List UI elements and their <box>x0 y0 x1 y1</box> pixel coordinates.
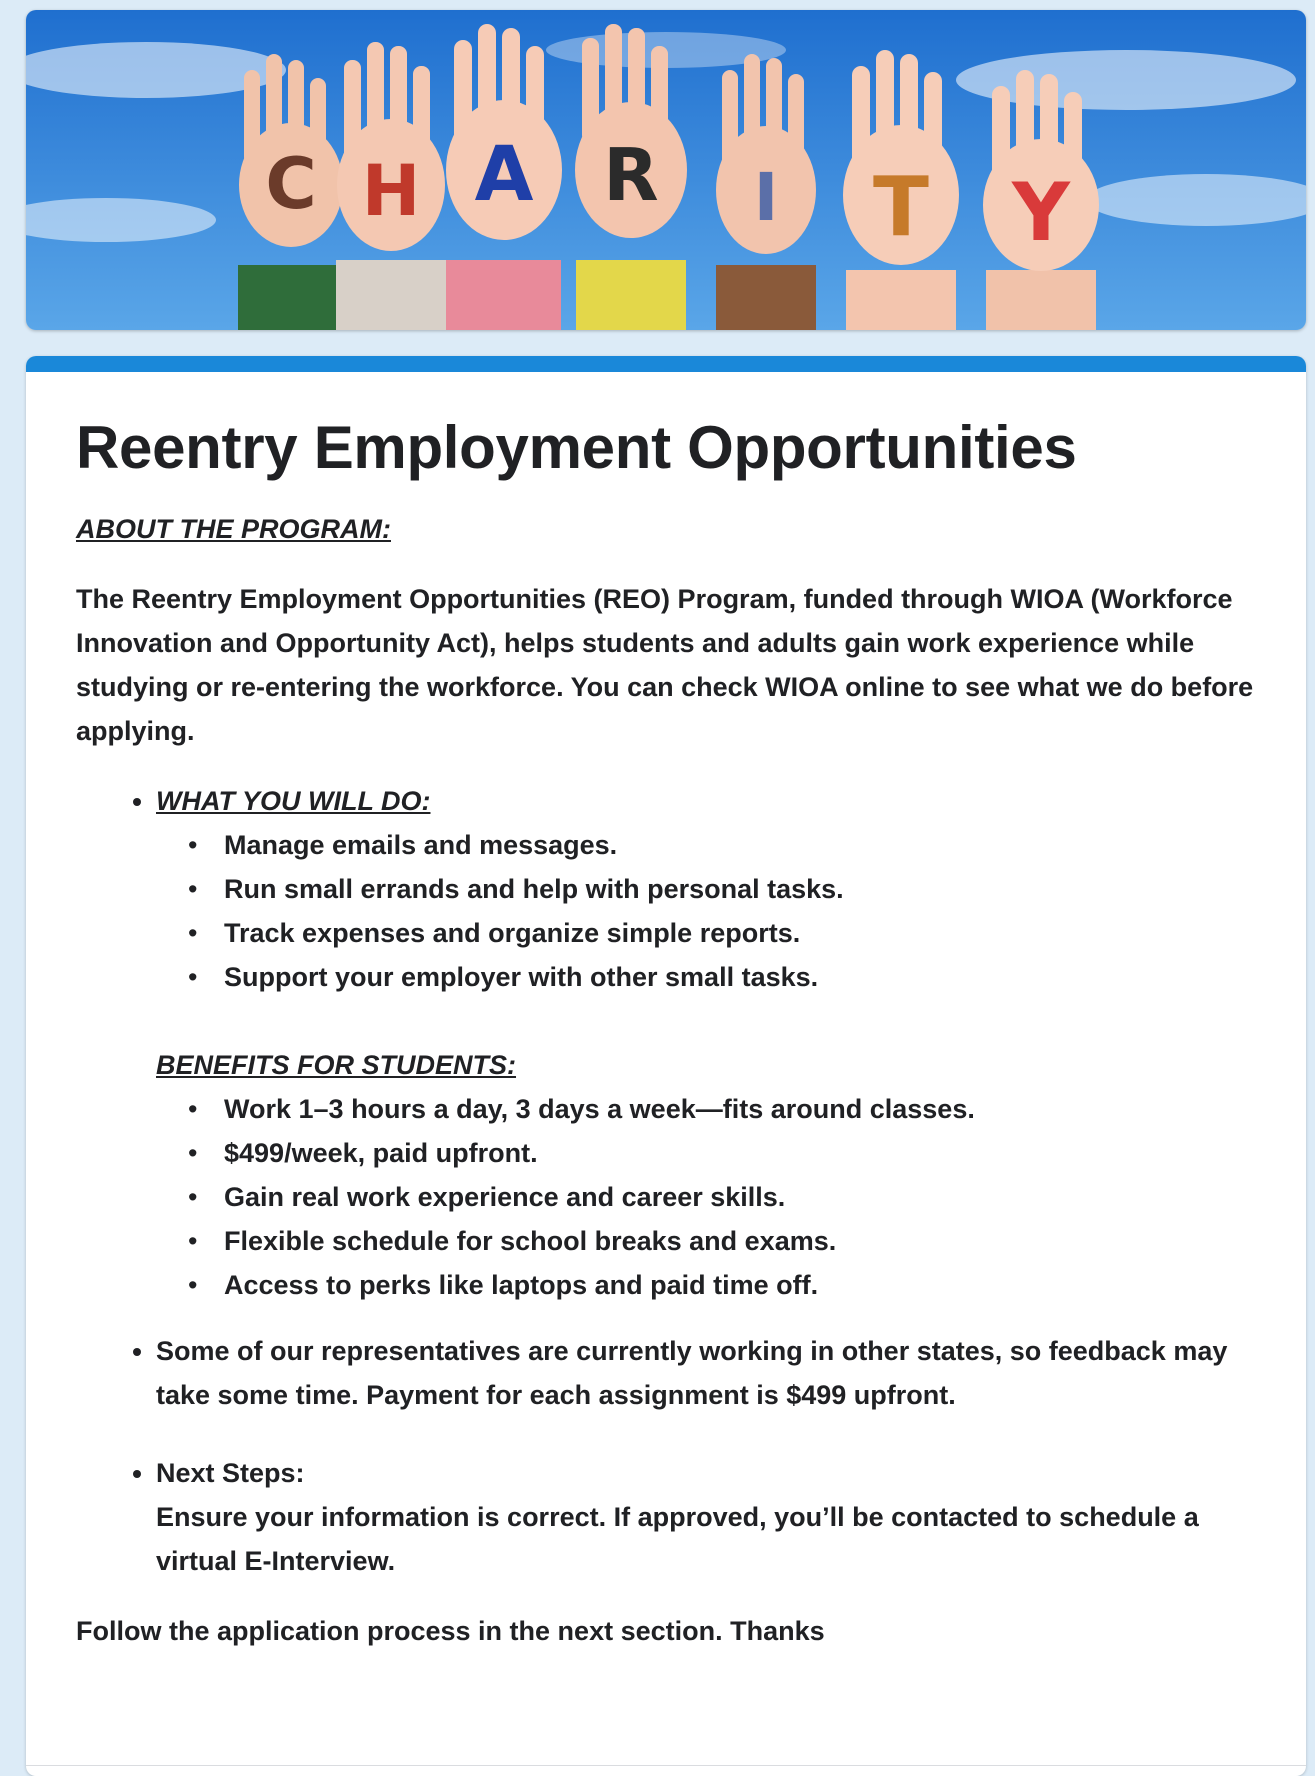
card-divider <box>26 1765 1306 1766</box>
list-item: • Work 1–3 hours a day, 3 days a week—fits around classes. <box>224 1087 1256 1131</box>
form-header-card <box>26 356 1306 1776</box>
program-intro: The Reentry Employment Opportunities (REO) Program, funded through WIOA (Workforce Innovation and Opportunity Act), helps students and adults gain work experience while studying or re-entering the workforce. You can check WIOA online to see what we do before applying. <box>76 584 1254 746</box>
benefits-heading: BENEFITS FOR STUDENTS: <box>156 1050 517 1080</box>
list-item: • Track expenses and organize simple reports. <box>224 911 1256 955</box>
next-steps-text: Ensure your information is correct. If approved, you’ll be contacted to schedule a virtual E-Interview. <box>156 1502 1199 1576</box>
svg-text:A: A <box>474 129 534 218</box>
hand-t <box>843 50 959 330</box>
list-item: • $499/week, paid upfront. <box>224 1131 1256 1175</box>
representatives-note: • Some of our representatives are currently working in other states, so feedback may take some time. Payment for each assignment is $499 upfront. <box>156 1329 1256 1417</box>
what-heading: WHAT YOU WILL DO: <box>156 786 431 816</box>
list-item: • Manage emails and messages. <box>224 823 1256 867</box>
closing-text: Follow the application process in the next section. Thanks <box>76 1616 825 1646</box>
what-you-will-do-section <box>156 779 1256 1307</box>
charity-hands-image <box>26 10 1306 330</box>
hand-h <box>336 42 446 330</box>
program-details-list <box>76 779 1256 1583</box>
list-item: • Support your employer with other small tasks. <box>224 955 1256 999</box>
svg-text:R: R <box>603 133 659 217</box>
next-steps-section <box>156 1451 1256 1583</box>
about-heading-text: ABOUT THE PROGRAM: <box>76 514 391 544</box>
list-item: • Run small errands and help with personal tasks. <box>224 867 1256 911</box>
hand-i <box>716 54 816 330</box>
list-item: • Flexible schedule for school breaks and exams. <box>224 1219 1256 1263</box>
form-description <box>26 416 1306 1653</box>
about-heading <box>76 507 1256 551</box>
svg-text:I: I <box>753 159 779 236</box>
svg-text:C: C <box>265 143 317 225</box>
svg-text:H: H <box>361 150 421 232</box>
svg-text:Y: Y <box>1012 166 1070 259</box>
list-item: • Access to perks like laptops and paid time off. <box>224 1263 1256 1307</box>
next-steps-heading: • Next Steps: <box>156 1458 305 1488</box>
list-item: • Gain real work experience and career skills. <box>224 1175 1256 1219</box>
header-banner-image <box>26 10 1306 330</box>
benefits-items-list <box>156 1087 1256 1307</box>
card-accent-bar <box>26 356 1306 372</box>
what-items-list <box>156 823 1256 999</box>
hand-y <box>983 70 1099 330</box>
svg-text:T: T <box>873 160 929 255</box>
form-title: Reentry Employment Opportunities <box>76 414 1077 481</box>
